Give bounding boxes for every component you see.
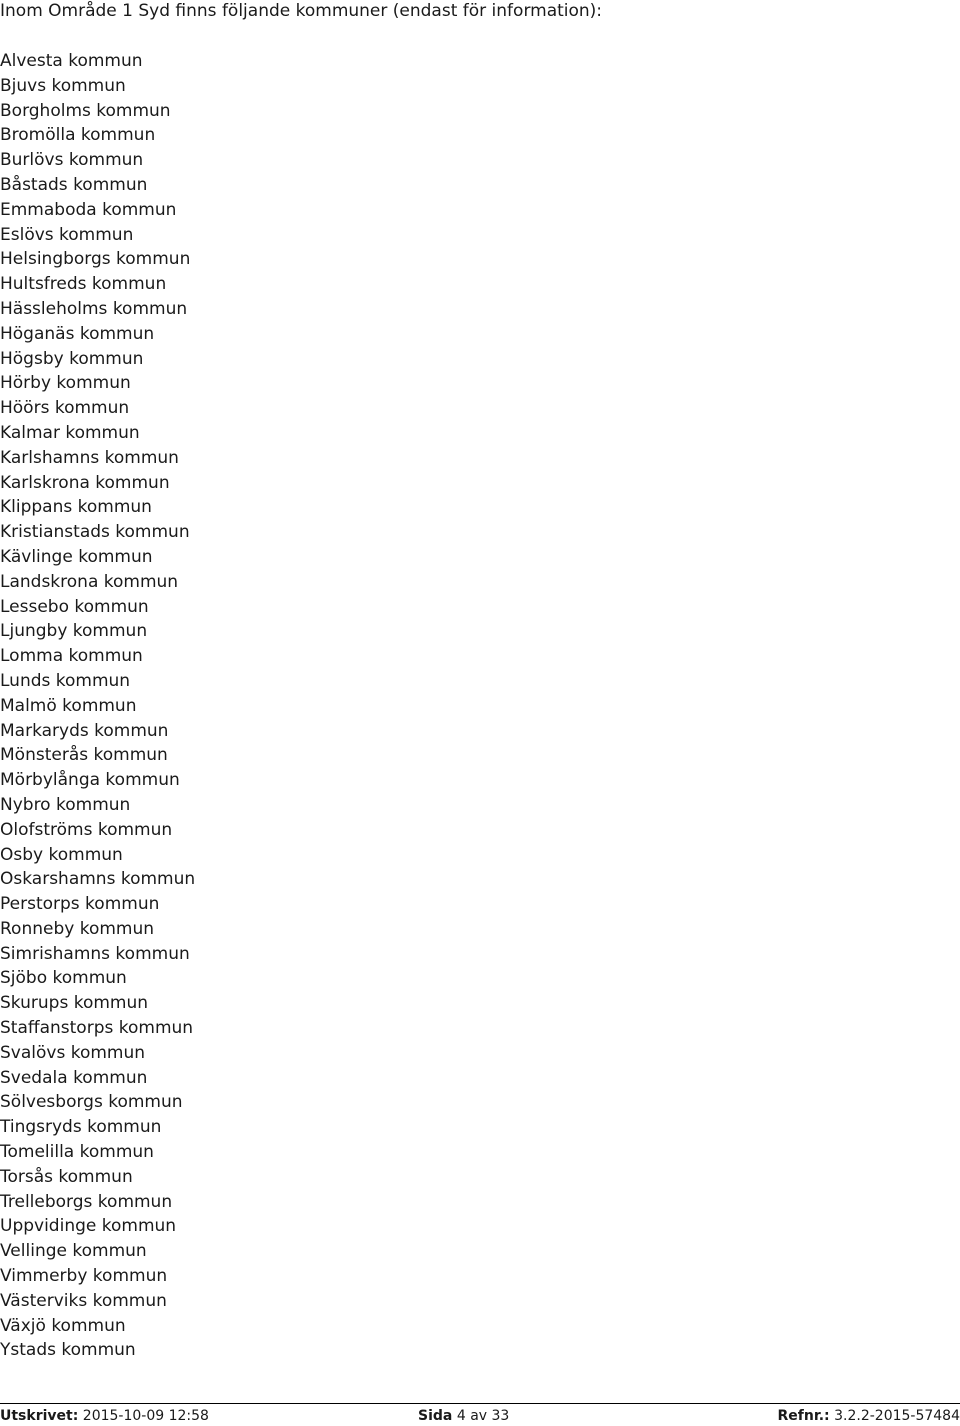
municipality-item: Perstorps kommun <box>0 894 160 915</box>
municipality-item: Olofströms kommun <box>0 819 173 840</box>
municipality-item: Ystads kommun <box>0 1340 136 1361</box>
municipality-item: Torsås kommun <box>0 1166 133 1187</box>
municipality-item: Kalmar kommun <box>0 422 140 443</box>
page-total: 33 <box>491 1408 510 1424</box>
municipality-item: Vimmerby kommun <box>0 1266 168 1287</box>
municipality-item: Mörbylånga kommun <box>0 770 180 791</box>
municipality-item: Hörby kommun <box>0 373 131 394</box>
municipality-item: Lessebo kommun <box>0 596 149 617</box>
municipality-item: Landskrona kommun <box>0 571 179 592</box>
footer-printed <box>0 1407 209 1425</box>
footer-reference <box>777 1407 960 1425</box>
municipality-item: Osby kommun <box>0 844 123 865</box>
municipality-item: Svedala kommun <box>0 1067 148 1088</box>
municipality-item: Ljungby kommun <box>0 621 148 642</box>
printed-label: Utskrivet: <box>0 1408 79 1424</box>
municipality-item: Ronneby kommun <box>0 918 155 939</box>
municipality-item: Oskarshamns kommun <box>0 869 196 890</box>
printed-date: 2015-10-09 12:58 <box>82 1408 209 1424</box>
municipality-item: Båstads kommun <box>0 174 148 195</box>
page-of: av <box>470 1408 488 1424</box>
municipality-item: Trelleborgs kommun <box>0 1191 173 1212</box>
municipality-item: Burlövs kommun <box>0 150 144 171</box>
municipality-item: Kristianstads kommun <box>0 522 190 543</box>
municipality-list <box>0 49 195 1363</box>
municipality-item: Lunds kommun <box>0 670 131 691</box>
municipality-item: Hultsfreds kommun <box>0 274 167 295</box>
municipality-item: Markaryds kommun <box>0 720 169 741</box>
municipality-item: Nybro kommun <box>0 794 131 815</box>
municipality-item: Helsingborgs kommun <box>0 249 191 270</box>
page-label: Sida <box>418 1408 453 1424</box>
municipality-item: Eslövs kommun <box>0 224 134 245</box>
page-number: 4 <box>456 1408 466 1424</box>
reference-number: 3.2.2-2015-57484 <box>834 1408 960 1424</box>
municipality-item: Malmö kommun <box>0 695 137 716</box>
municipality-item: Sölvesborgs kommun <box>0 1092 183 1113</box>
municipality-item: Emmaboda kommun <box>0 199 177 220</box>
municipality-item: Tomelilla kommun <box>0 1142 154 1163</box>
municipality-item: Högsby kommun <box>0 348 144 369</box>
page-heading: Inom Område 1 Syd finns följande kommuner (endast för information): <box>0 1 603 21</box>
municipality-item: Bjuvs kommun <box>0 75 126 96</box>
municipality-item: Klippans kommun <box>0 497 152 518</box>
municipality-item: Karlskrona kommun <box>0 472 170 493</box>
municipality-item: Skurups kommun <box>0 993 149 1014</box>
municipality-item: Svalövs kommun <box>0 1042 146 1063</box>
municipality-item: Alvesta kommun <box>0 51 143 71</box>
municipality-item: Kävlinge kommun <box>0 546 153 567</box>
municipality-item: Sjöbo kommun <box>0 968 127 989</box>
municipality-item: Växjö kommun <box>0 1315 126 1336</box>
municipality-item: Västerviks kommun <box>0 1290 167 1311</box>
municipality-item: Höörs kommun <box>0 398 130 419</box>
footer-page <box>418 1407 509 1425</box>
municipality-item: Lomma kommun <box>0 646 143 667</box>
municipality-item: Hässleholms kommun <box>0 298 188 319</box>
reference-label: Refnr.: <box>777 1408 830 1424</box>
municipality-item: Vellinge kommun <box>0 1241 147 1262</box>
municipality-item: Karlshamns kommun <box>0 447 179 468</box>
municipality-item: Uppvidinge kommun <box>0 1216 177 1237</box>
footer-divider <box>0 1403 960 1404</box>
municipality-item: Bromölla kommun <box>0 125 156 146</box>
municipality-item: Höganäs kommun <box>0 323 155 344</box>
municipality-item: Simrishamns kommun <box>0 943 190 964</box>
municipality-item: Staffanstorps kommun <box>0 1018 194 1039</box>
municipality-item: Mönsterås kommun <box>0 745 168 766</box>
municipality-item: Borgholms kommun <box>0 100 171 121</box>
municipality-item: Tingsryds kommun <box>0 1117 162 1138</box>
